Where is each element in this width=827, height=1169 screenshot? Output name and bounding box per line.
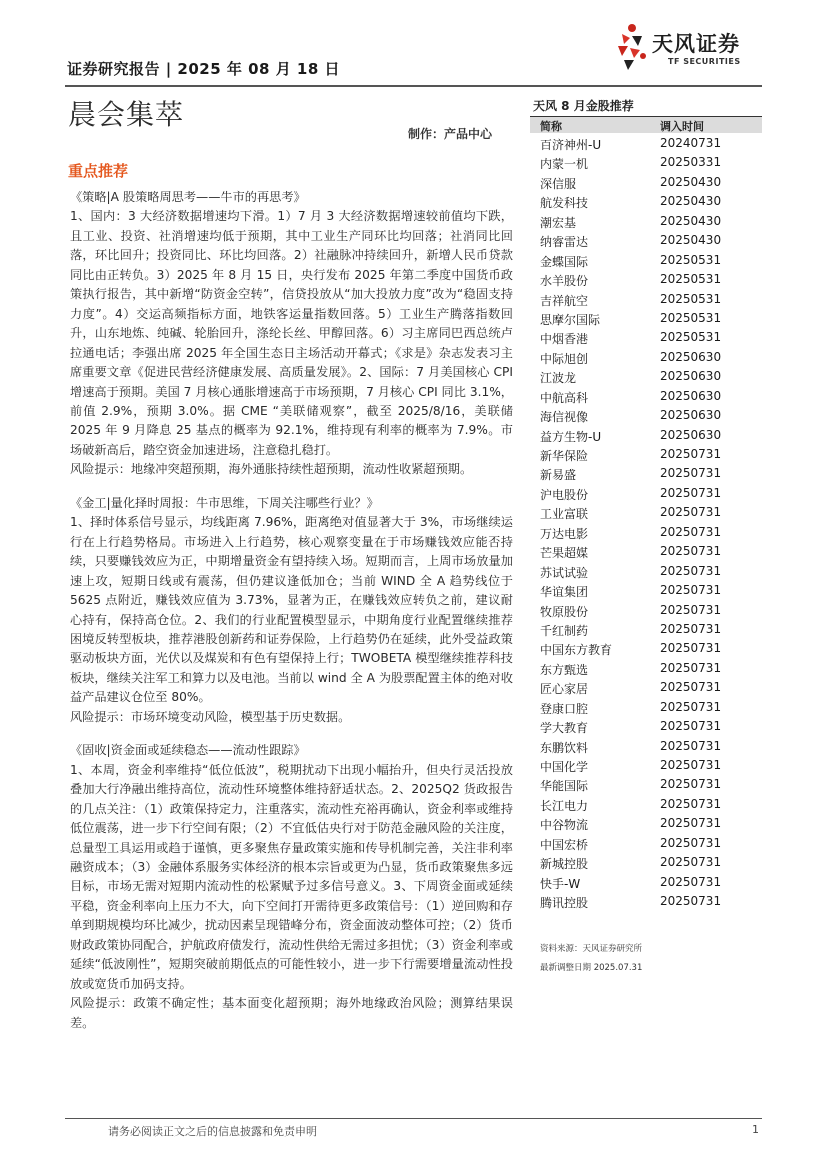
table-row bbox=[530, 133, 762, 152]
stock-date: 20250630 bbox=[660, 388, 722, 403]
stock-name: 吉祥航空 bbox=[540, 293, 589, 308]
table-row bbox=[530, 658, 762, 677]
stock-date: 20250430 bbox=[660, 174, 722, 189]
col-header-date: 调入时间 bbox=[660, 120, 704, 133]
table-row bbox=[530, 522, 762, 541]
producer-label: 制作：产品中心 bbox=[408, 127, 493, 141]
stock-date: 20250731 bbox=[660, 738, 722, 753]
table-row bbox=[530, 774, 762, 793]
article-body: 1、择时体系信号显示，均线距离 7.96%，距离绝对值显著大于 3%，市场继续运行在上行趋势格局。市场进入上行趋势，核心观察变量在于市场赚钱效应能否持续，只要赚钱效应为正，中期增量资金有望持续入场。短期而言，上周市场放量加速上攻，短期日线或有震荡，但仍建议逢低加仓；当前 WIND 全 A 趋势线位于 5625 点附近，赚钱效应值为 3.73%，显著为正，在赚钱效应转负之前，建议耐心持有，保持高仓位。2、我们的行业配置模型显示，中期角度行业配置继续推荐困境反转型板块，推荐港股创新药和证券保险，上行趋势仍在延续，此外受益政策驱动板块方面，光伏以及煤炭和有色有望保持上行；TWOBETA 模型继续推荐科技板块，继续关注军工和算力以及电池。当前以 wind 全 A 为股票配置主体的绝对收益产品建议仓位至 80%。 bbox=[70, 515, 513, 705]
stock-date: 20250630 bbox=[660, 427, 722, 442]
article-quant bbox=[70, 494, 513, 727]
table-row bbox=[530, 794, 762, 813]
header-divider bbox=[65, 85, 762, 87]
table-row bbox=[530, 191, 762, 210]
stock-name: 中谷物流 bbox=[540, 818, 589, 833]
stock-name: 匠心家居 bbox=[540, 682, 589, 697]
stock-name: 金蝶国际 bbox=[540, 254, 589, 269]
stock-name: 中际旭创 bbox=[540, 351, 589, 366]
stock-date: 20250731 bbox=[660, 660, 722, 675]
stock-picks-panel bbox=[530, 97, 762, 911]
source-note: 资料来源：天风证券研究所 bbox=[540, 944, 643, 954]
table-row bbox=[530, 269, 762, 288]
stock-date: 20250731 bbox=[660, 699, 722, 714]
col-header-name: 简称 bbox=[540, 120, 562, 133]
table-row bbox=[530, 580, 762, 599]
article-list bbox=[70, 188, 513, 1033]
stock-name: 新华保险 bbox=[540, 449, 589, 463]
stock-name: 登康口腔 bbox=[540, 701, 589, 716]
stock-name: 新城控股 bbox=[540, 857, 589, 872]
stock-date: 20250531 bbox=[660, 310, 722, 325]
table-row bbox=[530, 502, 762, 521]
stock-name: 内蒙一机 bbox=[540, 157, 589, 172]
stock-date: 20250731 bbox=[660, 796, 722, 811]
stock-date: 20250731 bbox=[660, 544, 722, 559]
article-fixed-income bbox=[70, 741, 513, 1033]
stock-date: 20250430 bbox=[660, 233, 722, 248]
stock-date: 20250731 bbox=[660, 816, 722, 831]
stock-date: 20250731 bbox=[660, 855, 722, 870]
stock-name: 航发科技 bbox=[540, 196, 589, 211]
stock-name: 牧原股份 bbox=[540, 604, 589, 619]
table-row bbox=[530, 541, 762, 560]
article-body: 1、国内：3 大经济数据增速均下滑。1）7 月 3 大经济数据增速较前值均下跌，且工业、投资、社消增速均低于预期，其中工业生产同环比均回落；社消同比回落，环比回升；投资同比、环比均回落。2）社融脉冲持续回升，新增人民币贷款同比由正转负。3）2025 年 8 月 15 日，央行发布 2025 年第二季度中国货币政策执行报告，其中新增“防资金空转”，信贷投放从“加大投放力度”改为“稳固支持力度”。4）交运高频指标方面，地铁客运量指数回落。5）工业生产腾落指数回升，山东地炼、纯碱、轮胎回升，涤纶长丝、甲醇回落。6）习主席同巴西总统卢拉通电话；李强出席 2025 年全国生态日主场活动开幕式；《求是》杂志发表习主席重要文章《促进民营经济健康发展、高质量发展》。2、国际：7 月美国核心 CPI 增速高于预期。美国 7 月核心通胀增速高于市场预期，7 月核心 CPI 同比 3.1%，前值 2.9%，预期 3.0%。据 CME “美联储观察”，截至 2025/8/16，美联储 2025 年 9 月降息 25 基点的概率为 92.1%，维持现有利率的概率为 7.9%。市场破新高后，踏空资金加速进场，注意稳扎稳打。 bbox=[70, 209, 513, 457]
stock-name: 思摩尔国际 bbox=[540, 312, 601, 327]
stock-date: 20250531 bbox=[660, 330, 722, 345]
table-row bbox=[530, 250, 762, 269]
logo-text-en: TF SECURITIES bbox=[668, 57, 741, 66]
stock-name: 中航高科 bbox=[540, 390, 589, 405]
stock-name: 千红制药 bbox=[540, 623, 589, 638]
stock-name: 学大教育 bbox=[540, 721, 589, 736]
table-row bbox=[530, 833, 762, 852]
section-heading: 重点推荐 bbox=[68, 162, 129, 180]
table-row bbox=[530, 444, 762, 463]
article-title: 《固收|资金面或延续稳态——流动性跟踪》 bbox=[70, 743, 306, 758]
logo-mark-icon bbox=[610, 22, 650, 74]
table-row bbox=[530, 677, 762, 696]
table-row bbox=[530, 755, 762, 774]
stock-date: 20250430 bbox=[660, 194, 722, 209]
stock-name: 华谊集团 bbox=[540, 585, 589, 600]
article-title: 《金工|量化择时周报：牛市思维，下周关注哪些行业？》 bbox=[70, 495, 379, 510]
table-row bbox=[530, 386, 762, 405]
stock-date: 20250731 bbox=[660, 505, 722, 520]
stock-date: 20250430 bbox=[660, 213, 722, 228]
table-header bbox=[530, 117, 762, 133]
stock-date: 20250630 bbox=[660, 349, 722, 364]
table-row bbox=[530, 697, 762, 716]
stock-date: 20250731 bbox=[660, 894, 722, 909]
table-row bbox=[530, 716, 762, 735]
stock-date: 20250731 bbox=[660, 680, 722, 695]
panel-title: 天风 8 月金股推荐 bbox=[533, 99, 634, 113]
stock-date: 20250731 bbox=[660, 563, 722, 578]
article-title: 《策略|A 股策略周思考——牛市的再思考》 bbox=[70, 190, 306, 204]
stock-name: 水羊股份 bbox=[540, 274, 589, 289]
stock-date: 20250731 bbox=[660, 874, 722, 889]
logo-text-cn: 天风证券 bbox=[652, 32, 740, 56]
stock-name: 深信服 bbox=[540, 176, 577, 191]
stock-date: 20250731 bbox=[660, 621, 722, 636]
stock-name: 苏试试验 bbox=[540, 565, 589, 580]
table-row bbox=[530, 872, 762, 891]
table-row bbox=[530, 308, 762, 327]
table-row bbox=[530, 152, 762, 171]
risk-note: 风险提示：市场环境变动风险，模型基于历史数据。 bbox=[70, 709, 351, 724]
table-row bbox=[530, 211, 762, 230]
table-row bbox=[530, 405, 762, 424]
table-row bbox=[530, 425, 762, 444]
update-note: 最新调整日期 2025.07.31 bbox=[540, 963, 643, 973]
table-row bbox=[530, 852, 762, 871]
table-row bbox=[530, 736, 762, 755]
stock-name: 芒果超媒 bbox=[540, 546, 589, 561]
report-header: 证券研究报告 | 2025 年 08 月 18 日 bbox=[67, 60, 341, 78]
disclaimer: 请务必阅读正文之后的信息披露和免责申明 bbox=[108, 1125, 317, 1138]
stock-name: 沪电股份 bbox=[540, 487, 589, 502]
stock-table-body bbox=[530, 133, 762, 911]
stock-date: 20250630 bbox=[660, 408, 722, 423]
table-row bbox=[530, 289, 762, 308]
footer-divider bbox=[65, 1118, 762, 1119]
stock-name: 益方生物-U bbox=[540, 429, 602, 444]
stock-name: 潮宏基 bbox=[540, 215, 577, 230]
stock-date: 20250731 bbox=[660, 719, 722, 734]
stock-date: 20250531 bbox=[660, 252, 722, 267]
table-row bbox=[530, 230, 762, 249]
company-logo bbox=[610, 22, 760, 74]
table-row bbox=[530, 638, 762, 657]
stock-date: 20250731 bbox=[660, 777, 722, 792]
risk-note: 风险提示：政策不确定性；基本面变化超预期；海外地缘政治风险；测算结果误差。 bbox=[70, 996, 513, 1030]
stock-date: 20250531 bbox=[660, 291, 722, 306]
page-title: 晨会集萃 bbox=[68, 98, 185, 131]
stock-name: 长江电力 bbox=[540, 798, 589, 813]
stock-name: 东鹏饮料 bbox=[540, 740, 589, 755]
stock-name: 江波龙 bbox=[540, 371, 577, 386]
stock-name: 工业富联 bbox=[540, 507, 589, 522]
table-row bbox=[530, 463, 762, 482]
stock-date: 20250731 bbox=[660, 835, 722, 850]
stock-name: 中烟香港 bbox=[540, 332, 589, 347]
stock-name: 腾讯控股 bbox=[540, 896, 589, 911]
table-row bbox=[530, 813, 762, 832]
stock-name: 纳睿雷达 bbox=[540, 235, 589, 250]
article-body: 1、本周，资金利率维持“低位低波”，税期扰动下出现小幅抬升，但央行灵活投放叠加大行净融出维持高位，流动性环境整体维持舒适状态。2、2025Q2 货政报告的几点关注：（1）政策保持定力，注重落实，流动性充裕再确认，资金利率或维持低位震荡，进一步下行空间有限；（2）不宜低估央行对于防范金融风险的关注度，总量型工具运用或趋于谨慎，更多聚焦存量政策实施和传导机制完善，关注非利率融资成本；（3）金融体系服务实体经济的根本宗旨或更为凸显，货币政策聚焦多远目标，市场无需对短期内流动性的松紧赋予过多信号意义。3、下周资金面或延续平稳，资金利率向上压力不大，向下空间打开需待更多政策信号：（1）逆回购和存单到期规模均环比减少，扰动因素呈现错峰分布，资金面波动整体可控；（2）货币财政政策协同配合，护航政府债发行，流动性供给无需过多担忧；（3）资金利率或延续“低波刚性”，短期突破前期低点的可能性较小，进一步下行需要增量流动性投放或宽货币加码支持。 bbox=[70, 762, 513, 991]
stock-date: 20250731 bbox=[660, 641, 722, 656]
stock-name: 中国化学 bbox=[540, 760, 589, 774]
table-row bbox=[530, 172, 762, 191]
stock-date: 20240731 bbox=[660, 136, 722, 150]
table-row bbox=[530, 600, 762, 619]
stock-date: 20250731 bbox=[660, 602, 722, 617]
stock-name: 万达电影 bbox=[540, 526, 589, 541]
stock-name: 华能国际 bbox=[540, 779, 589, 794]
table-row bbox=[530, 483, 762, 502]
stock-name: 新易盛 bbox=[540, 468, 577, 483]
stock-name: 快手-W bbox=[540, 876, 581, 891]
risk-note: 风险提示：地缘冲突超预期，海外通胀持续性超预期，流动性收紧超预期。 bbox=[70, 462, 473, 477]
article-strategy bbox=[70, 188, 513, 480]
stock-date: 20250731 bbox=[660, 583, 722, 598]
stock-date: 20250731 bbox=[660, 466, 722, 481]
table-row bbox=[530, 561, 762, 580]
table-row bbox=[530, 327, 762, 346]
table-row bbox=[530, 347, 762, 366]
stock-name: 东方甄选 bbox=[540, 662, 589, 677]
page-number: 1 bbox=[752, 1123, 759, 1136]
stock-date: 20250731 bbox=[660, 524, 722, 539]
table-row bbox=[530, 891, 762, 910]
stock-date: 20250731 bbox=[660, 758, 722, 772]
stock-date: 20250731 bbox=[660, 485, 722, 500]
table-row bbox=[530, 619, 762, 638]
stock-date: 20250331 bbox=[660, 155, 722, 170]
stock-name: 百济神州-U bbox=[540, 138, 602, 152]
stock-date: 20250630 bbox=[660, 369, 722, 384]
stock-date: 20250531 bbox=[660, 272, 722, 287]
table-row bbox=[530, 366, 762, 385]
stock-date: 20250731 bbox=[660, 447, 722, 461]
stock-name: 海信视像 bbox=[540, 410, 589, 425]
stock-name: 中国宏桥 bbox=[540, 837, 589, 852]
stock-name: 中国东方教育 bbox=[540, 643, 613, 658]
